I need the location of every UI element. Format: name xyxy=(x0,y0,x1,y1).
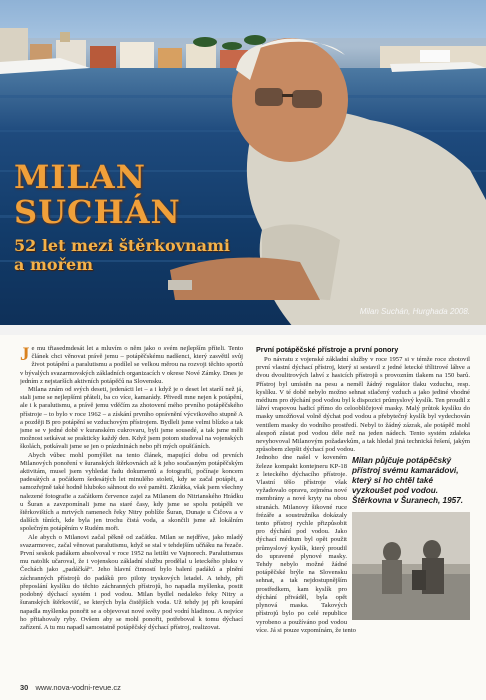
page-number: 30 xyxy=(20,683,29,692)
paragraph: Ale abych o Milanovi začal pěkně od začátku. Milan se nejdříve, jako mladý svazarmovec, začal věnovat paralutismu, když se stal v tehdejším učňáku na řezače. První seskok padákem absolvoval v roce 1952 na letišti ve Vajnorech. Paralutismus mu natolik učaroval, že i vojenskou základní službu prodělal u leteckého pluku v Čechách jako „padáčkář“. Jeho hlavní činností bylo balení padáků a plnění záchranných přístrojů do padáků pro piloty tryskových letadel. A tehdy, při přeposlání kyslíku do těchto záchranných přístrojů, ho napadla myšlenka, postit podobný dýchací systém i pod vodou. Milan bydlel nedaleko řeky Nitry a šuranských štěrkovišť, se kterých byla čistějších voda. Už tehdy jej při koupání napadla myšlenka ponořit se a objevovat nové světy pod vodní hladinou. A nejvíce ho přitahovaly ryby. Ovšem aby se mohl ponořit, potřeboval k tomu dýchací zařízení. A tu mu napadl samostatně potápěčský dýchací přístroj, realizovat. xyxy=(20,533,243,631)
title-name-line1: MILAN xyxy=(14,158,146,196)
dropcap: J xyxy=(20,345,30,365)
hero-photo xyxy=(0,0,486,335)
page-footer xyxy=(20,683,121,692)
photo-caption: Milan Suchán, Hurghada 2008. xyxy=(359,307,470,316)
title-name-line2: SUCHÁN xyxy=(14,193,181,231)
paragraph: Po návratu z vojenské základní služby v roce 1957 si v témže roce zhotovil první vlastní dýchací přístroj, který si sestavil z jedné letecké třílitrové láhve a dvou dvoulitrových lahví z hasicích přístrojů s provozním tlakem na 150 barů. Přístroj byl umístěn na pesu a neměl žádný regulátor tlaku vzduchu, resp. kyslíku. V té době nebylo možno sehnat stlačený vzduch a jako jediné vhodné médium pro dýchání pod vodou byl k dispozici průmyslový kyslík. Ten proudil z láhví vrapovou hadicí přímo do celoobličejové masky. Malý průtok kyslíku do masky umožňoval volně dýchat pod vodou a přebytečný kyslík byl vydechován ventilem masky do vodního prostředí. Nebyl to žádný zázrak, ale potápěč mohl alespoň zůstat pod vodou déle než na jeden nádech. Tento systém zdaleka nevyhovoval Milanovým požadavkům, a tak hledal jiná technická řešení, jakým způsobem zlepšit dýchací pod vodou. xyxy=(256,356,470,454)
paragraph: Milana znám od svých deseti, jedenácti let – a i když je o deset let starší než já, stali jsme se nejlepšími přáteli, ba co více, kamarády. Přivedl mne nejen k potápění, ale i k paralutismu, a právě jemu vděčím za zhotovení mého prvního potápěčského přístroje – to bylo v roce 1962 – a získání prvního oprávnění výcvikového stupně A a později B pro potápění se vzduchovým přístrojem. Bydleli jsme velmi blízko a tak jsme se v jedné době v kuranském cukrovaru, byli jsme sousedé, a tak jsme měli možnost setkávat se prakticky každý den. Když jsem potom studoval na vojenských školách, potkávali jsme se jen o prázdninách nebo při mých opušťáních. xyxy=(20,386,243,451)
paragraph: Abych vůbec mohl pomýšlet na tento článek, mapující dobu od prvních Milanových ponoření v šuranských štěrkovnách až k jeho současným potápěčským aktivitám, musel jsem vyhledat řadu dokumentů a fotografií, počínaje koncem padesátých a počátkem šedesátých let minulého století, kdy se začal potápět, a samozřejmě také hodně hluboko sáhnout do své paměti. Zkrátka, však jsem všechny nalezené fotografie a začátkem července zajel za Milanem do Nitrianského Hrádku u Šuran a zavzpomínali jsme na staré časy, kdy jsme se spolu potápěli ve štěrkovištích a mrtvých ramenech řeky Nitry poblíže Šuran, Dunaje u Čičova a v dalších tůních, kde byla jen trochu čistá voda, a skončili jsme až lokálním společným potápěním v Rudém moři. xyxy=(20,451,243,533)
article-column-2 xyxy=(256,345,470,690)
section-heading: První potápěčské přístroje a první ponory xyxy=(256,345,399,354)
subtitle-line2: a mořem xyxy=(14,255,94,274)
article-title xyxy=(14,160,244,274)
pull-quote: Milan půjčuje potápěčský přístroj svému kamarádovi, který si ho chtěl také vyzkoušet pod vodou. Štěrkovna v Šuranech, 1957. xyxy=(352,456,464,506)
divers-photo-illustration xyxy=(352,512,470,620)
paragraph: Je mu třiasedmdesát let a mluvím o něm jako o svém nejlepším příteli. Tento článek chci věnovat právě jemu – potápěčskému nadšenci, který zasvětil svůj život potápění a paralutismu a podílel se velkou měrou na rozvoji těchto sportů v bývalých svazarmovských základních organizacích v okrese Nové Zámky. Dnes je jedním z nejstarších aktivních potápěčů na Slovensku. xyxy=(20,345,243,385)
paragraph: Jednoho dne našel v koveném železe kompakt kontejneru KP-18 z leteckého dýchacího přístroje. Vlastní těšo přístroje však vyžadovalo opravu, zejména nové membrány a nové kryty na obou stranách. Milanovy šikovné ruce frézáře a soustružníka dokázaly tento přístroj rychle přizpůsobit pro dýchání pod vodou. Jako dýchací médium byl opět použit průmyslový kyslík, který proudil do upravené plynové masky. Tehdy nebylo možné žádné potápěčské brýle na Slovensku sehnat, a tak nejdostupnějším prostředkem, kam kyslík pro dýchání přiváděl, byla opět plynová maska. Takových přístrojů bylo po celé republice vyrobeno a používáno pod vodou více. Já si pouze vzpomínám, že tento xyxy=(256,454,356,634)
subtitle-line1: 52 let mezi štěrkovnami xyxy=(14,236,230,255)
archive-photo xyxy=(352,512,470,620)
site-url: www.nova-vodni-revue.cz xyxy=(35,683,121,692)
article-column-1 xyxy=(20,345,243,675)
